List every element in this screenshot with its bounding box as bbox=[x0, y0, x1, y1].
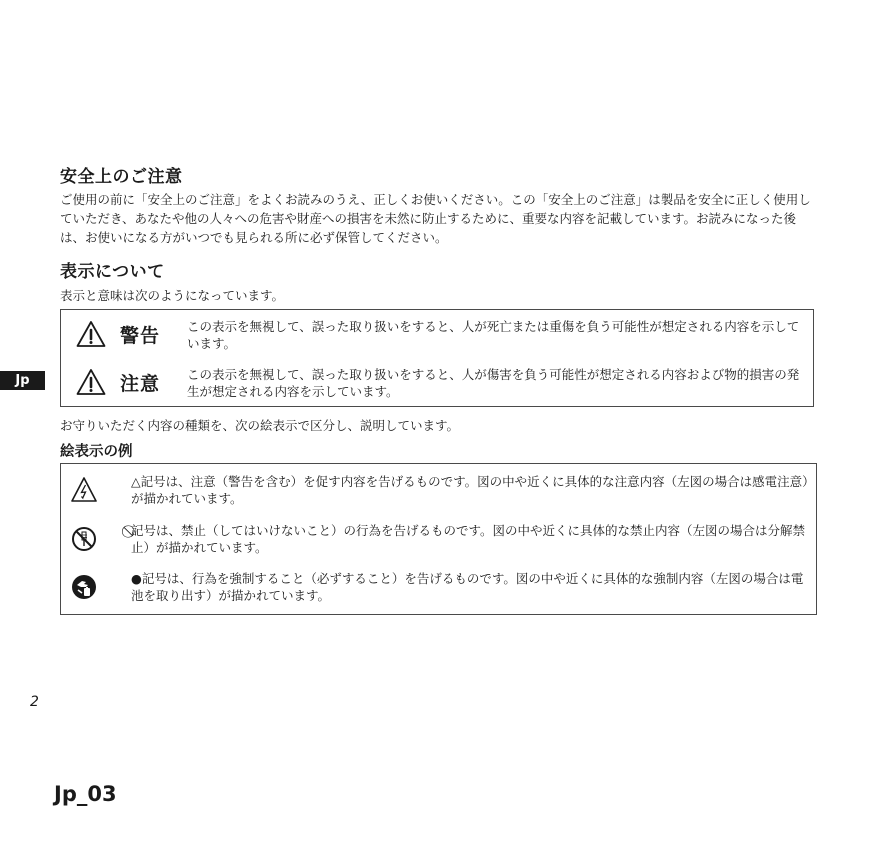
warning-label: 警告 bbox=[120, 325, 161, 347]
warning-levels-box bbox=[60, 309, 814, 407]
warning-row bbox=[61, 312, 813, 360]
electric-shock-triangle-icon bbox=[71, 476, 97, 504]
caution-row bbox=[61, 360, 813, 408]
example-row bbox=[61, 470, 816, 518]
section-title: 安全上のご注意 bbox=[60, 167, 183, 187]
document-code: Jp_03 bbox=[54, 782, 117, 806]
display-subtitle: 表示と意味は次のようになっています。 bbox=[60, 288, 285, 303]
example-title: 絵表示の例 bbox=[60, 444, 133, 460]
warning-triangle-icon bbox=[76, 320, 106, 348]
no-disassembly-icon bbox=[71, 525, 97, 553]
intro-text: ご使用の前に「安全上のご注意」をよくお読みのうえ、正しくお使いください。この「安全上のご注意」は製品を安全に正しく使用していただき、あなたや他の人々への危害や財産への損害を未然に防止するために、重要な内容を記載しています。お読みになった後は、お使いになる方がいつでも見られる所に必ず保管してください。 bbox=[60, 192, 811, 245]
language-tab: Jp bbox=[0, 371, 45, 390]
mandatory-symbol-description: ●記号は、行為を強制すること（必ずすること）を告げるものです。図の中や近くに具体的な強制内容（左図の場合は電池を取り出す）が描かれています。 bbox=[131, 571, 804, 603]
caution-symbol-description: △記号は、注意（警告を含む）を促す内容を告げるものです。図の中や近くに具体的な注意内容（左図の場合は感電注意）が描かれています。 bbox=[131, 474, 809, 506]
warning-description: この表示を無視して、誤った取り扱いをすると、人が死亡または重傷を負う可能性が想定される内容を示しています。 bbox=[187, 319, 800, 351]
symbol-examples-box bbox=[60, 463, 817, 615]
caution-description: この表示を無視して、誤った取り扱いをすると、人が傷害を負う可能性が想定される内容および物的損害の発生が想定される内容を示しています。 bbox=[187, 367, 800, 399]
remove-battery-icon bbox=[71, 573, 97, 601]
prohibition-symbol-description: ⃠記号は、禁止（してはいけないこと）の行為を告げるものです。図の中や近くに具体的な禁止内容（左図の場合は分解禁止）が描かれています。 bbox=[131, 523, 806, 555]
example-row bbox=[61, 519, 816, 567]
page-number: 2 bbox=[30, 694, 39, 710]
caution-triangle-icon bbox=[76, 368, 106, 396]
caution-label: 注意 bbox=[120, 373, 161, 395]
classification-text: お守りいただく内容の種類を、次の絵表示で区分し、説明しています。 bbox=[60, 418, 460, 433]
display-title: 表示について bbox=[60, 262, 165, 282]
example-row bbox=[61, 567, 816, 615]
